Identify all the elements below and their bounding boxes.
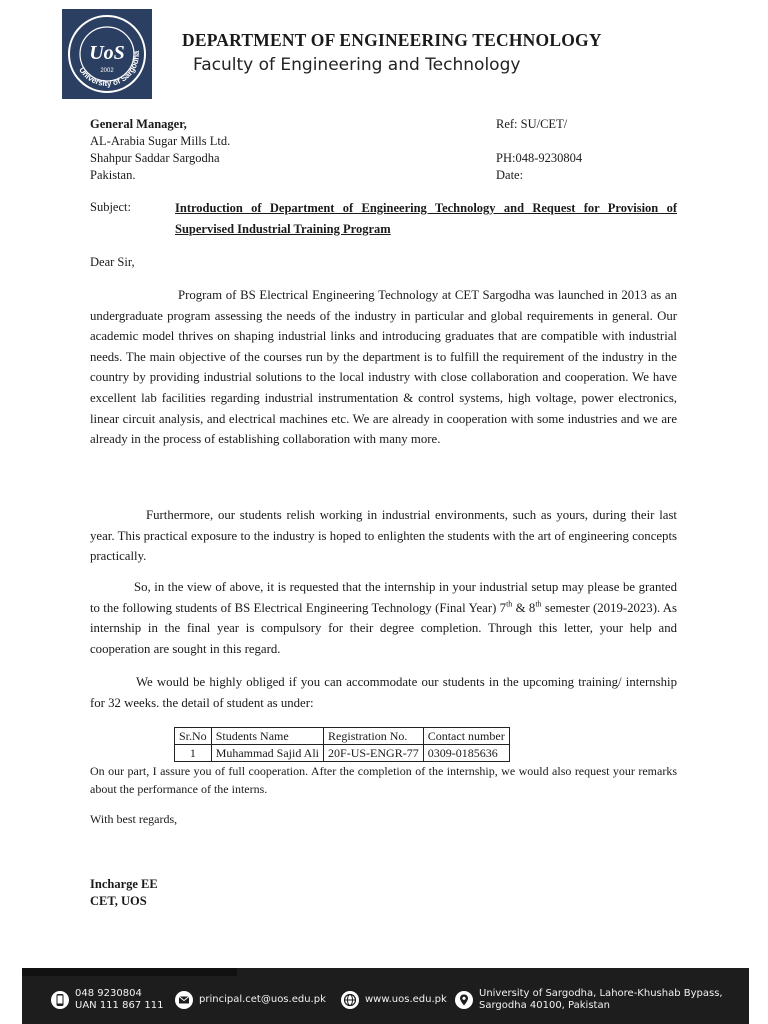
recipient-title: General Manager, [90, 117, 187, 131]
recipient-address [90, 116, 230, 184]
paragraph-accommodation: We would be highly obliged if you can accommodate our students in the upcoming training/ internship for 32 weeks. the detail of student as under: [90, 675, 677, 710]
table-header-cell: Sr.No [175, 728, 212, 745]
recipient-company: AL-Arabia Sugar Mills Ltd. [90, 134, 231, 148]
signature-org: CET, UOS [90, 894, 147, 908]
paragraph-program-intro: Program of BS Electrical Engineering Technology at CET Sargodha was launched in 2013 as an undergraduate program assessing the needs of the industry in particular and global requirements in general. Our academic model thrives on shaping industrial links and introducing graduates that are compatible with industrial needs. The main objective of the courses run by the department is to fulfill the requirement of the industry in the country by providing industrial solutions to the local industry with close collaboration and cooperation. We have excellent lab facilities regarding industrial instrumentation & control systems, high voltage, power electronics, linear circuit analysis, and electrical machines etc. We are already in cooperation with some industries and we are already in the process of establishing collaboration with many more. [90, 288, 677, 447]
table-header-cell: Registration No. [324, 728, 424, 745]
phone-icon [50, 990, 70, 1010]
table-cell-name: Muhammad Sajid Ali [211, 745, 323, 762]
footer-email[interactable]: principal.cet@uos.edu.pk [174, 982, 326, 1018]
salutation: Dear Sir, [90, 255, 135, 269]
signature-block [90, 876, 158, 910]
table-row [175, 745, 510, 762]
signature-title: Incharge EE [90, 877, 158, 891]
globe-icon [340, 990, 360, 1010]
table-cell-contact: 0309-0185636 [423, 745, 509, 762]
paragraph-internship-request: So, in the view of above, it is requested that the internship in your industrial setup may please be granted to the following students of BS Electrical Engineering Technology (Final Year) 7th & 8th semester (2019-2023). As internship in the final year is compulsory for their degree completion. Through this letter, your help and cooperation are sought in this regard. [90, 580, 677, 656]
table-cell-registration: 20F-US-ENGR-77 [324, 745, 424, 762]
table-cell-srno: 1 [175, 745, 212, 762]
university-logo [62, 9, 152, 99]
subject-label: Subject: [90, 200, 131, 214]
closing: With best regards, [90, 812, 178, 826]
footer-tab [22, 968, 237, 976]
logo-ring-text: University of Sargodha [77, 50, 142, 89]
recipient-country: Pakistan. [90, 168, 136, 182]
subject-text: Introduction of Department of Engineering Technology and Request for Provision of Supervised Industrial Training Program [175, 201, 677, 236]
table-header-cell: Contact number [423, 728, 509, 745]
table-header-row [175, 728, 510, 745]
email-icon [174, 990, 194, 1010]
department-heading: DEPARTMENT OF ENGINEERING TECHNOLOGY [182, 30, 602, 50]
footer-website[interactable]: www.uos.edu.pk [340, 982, 447, 1018]
reference-phone: PH:048-9230804 [496, 151, 583, 165]
logo-text: UoS [89, 42, 125, 64]
footer-phone: 048 9230804 UAN 111 867 111 [50, 982, 163, 1018]
faculty-heading: Faculty of Engineering and Technology [193, 55, 521, 75]
reference-number: Ref: SU/CET/ [496, 117, 568, 131]
reference-date: Date: [496, 168, 524, 182]
location-pin-icon [454, 990, 474, 1010]
table-header-cell: Students Name [211, 728, 323, 745]
logo-year: 2002 [100, 68, 114, 74]
reference-block [496, 116, 582, 184]
footer-bar [22, 968, 749, 1024]
recipient-city: Shahpur Saddar Sargodha [90, 151, 220, 165]
paragraph-industrial-exposure: Furthermore, our students relish working in industrial environments, such as yours, during their last year. This practical exposure to the industry is hoped to enlighten the students with the art of engineering concepts practically. [90, 508, 677, 564]
paragraph-cooperation: On our part, I assure you of full cooperation. After the completion of the internship, we would also request your remarks about the performance of the interns. [90, 764, 677, 796]
footer-address: University of Sargodha, Lahore-Khushab Bypass, Sargodha 40100, Pakistan [454, 982, 723, 1018]
students-table [174, 727, 510, 762]
